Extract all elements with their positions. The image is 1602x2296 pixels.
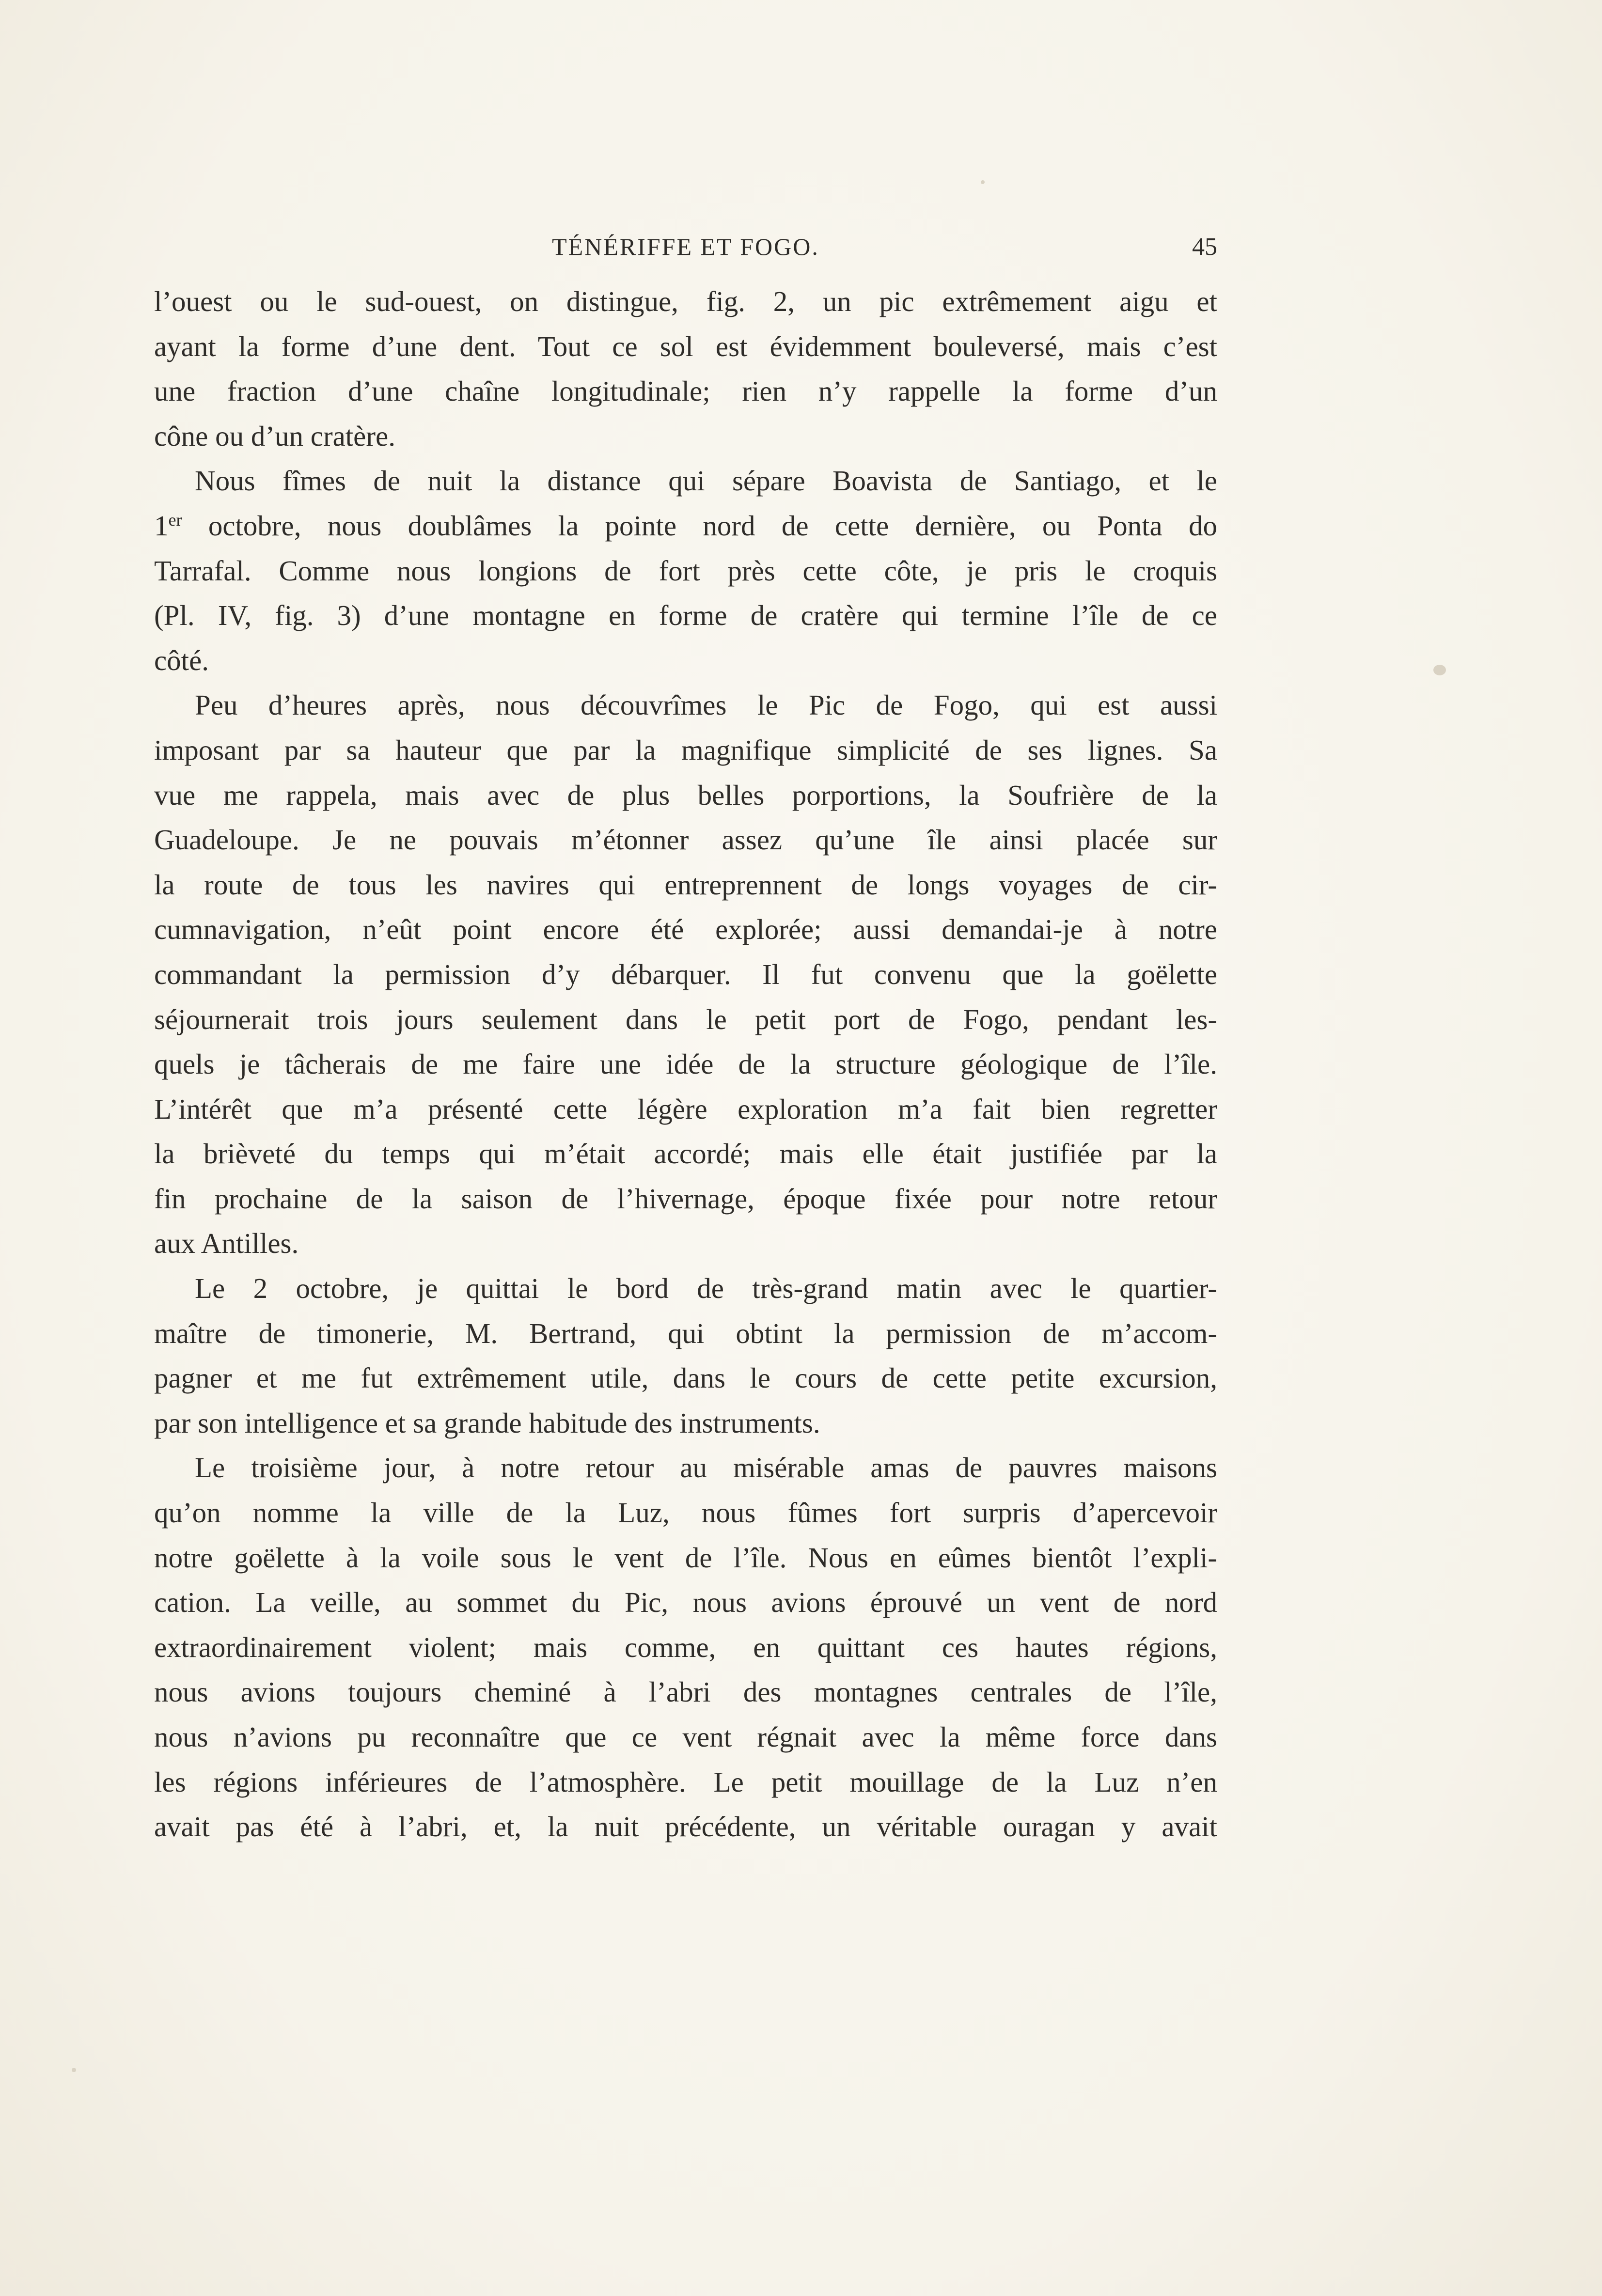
text-line: commandant la permission d’y débarquer. Il fut convenu que la goëlette [154, 958, 1217, 990]
text-line: qu’on nomme la ville de la Luz, nous fûmes fort surpris d’apercevoir [154, 1497, 1217, 1529]
text-line: séjournerait trois jours seulement dans le petit port de Fogo, pendant les- [154, 1003, 1217, 1035]
text-line: l’ouest ou le sud-ouest, on distingue, fig. 2, un pic extrêmement aigu et [154, 285, 1217, 317]
text-line: fin prochaine de la saison de l’hivernage, époque fixée pour notre retour [154, 1182, 1217, 1215]
text-line: imposant par sa hauteur que par la magnifique simplicité de ses lignes. Sa [154, 734, 1217, 766]
text-line: maître de timonerie, M. Bertrand, qui obtint la permission de m’accom- [154, 1317, 1217, 1349]
text-line: (Pl. IV, fig. 3) d’une montagne en forme de cratère qui termine l’île de ce [154, 599, 1217, 632]
text-line: les régions inférieures de l’atmosphère. Le petit mouillage de la Luz n’en [154, 1765, 1217, 1798]
text-line: extraordinairement violent; mais comme, en quittant ces hautes régions, [154, 1631, 1217, 1663]
paper-spot [72, 2068, 76, 2072]
running-title: TÉNÉRIFFE ET FOGO. [552, 233, 819, 260]
paragraph-first-line: Le 2 octobre, je quittai le bord de très-grand matin avec le quartier- [195, 1272, 1217, 1305]
ordinal-number: 1 [154, 509, 169, 542]
text-line: la brièveté du temps qui m’était accordé; mais elle était justifiée par la [154, 1138, 1217, 1170]
text-line: la route de tous les navires qui entreprennent de longs voyages de cir- [154, 868, 1217, 901]
text-line: une fraction d’une chaîne longitudinale; rien n’y rappelle la forme d’un [154, 375, 1217, 407]
text-line-with-date [154, 503, 1217, 548]
text-line: avait pas été à l’abri, et, la nuit précédente, un véritable ouragan y avait [154, 1811, 1217, 1843]
paragraph-first-line: Nous fîmes de nuit la distance qui sépare Boavista de Santiago, et le [195, 465, 1217, 497]
body-text [154, 279, 1217, 1849]
text-line: cumnavigation, n’eût point encore été explorée; aussi demandai-je à notre [154, 913, 1217, 946]
paragraph-first-line: Le troisième jour, à notre retour au misérable amas de pauvres maisons [195, 1452, 1217, 1484]
text-line: quels je tâcherais de me faire une idée de la structure géologique de l’île. [154, 1048, 1217, 1080]
ordinal-superscript: er [168, 510, 182, 530]
paper-spot [1433, 665, 1446, 675]
text-line: nous avions toujours cheminé à l’abri des montagnes centrales de l’île, [154, 1676, 1217, 1708]
text-line: ayant la forme d’une dent. Tout ce sol est évidemment bouleversé, mais c’est [154, 330, 1217, 362]
text-line: Guadeloupe. Je ne pouvais m’étonner assez qu’une île ainsi placée sur [154, 824, 1217, 856]
running-header [154, 233, 1217, 271]
text-line: notre goëlette à la voile sous le vent de l’île. Nous en eûmes bientôt l’expli- [154, 1541, 1217, 1574]
text-line: L’intérêt que m’a présenté cette légère exploration m’a fait bien regretter [154, 1093, 1217, 1125]
text-line: cône ou d’un cratère. [154, 420, 395, 452]
text-line: côté. [154, 644, 209, 676]
text-line: par son intelligence et sa grande habitude des instruments. [154, 1406, 820, 1439]
line-rest: octobre, nous doublâmes la pointe nord de cette dernière, ou Ponta do [208, 509, 1217, 542]
paragraph-first-line: Peu d’heures après, nous découvrîmes le Pic de Fogo, qui est aussi [195, 689, 1217, 721]
text-line: aux Antilles. [154, 1227, 299, 1260]
text-line: Tarrafal. Comme nous longions de fort près cette côte, je pris le croquis [154, 554, 1217, 587]
text-line: pagner et me fut extrêmement utile, dans le cours de cette petite excursion, [154, 1362, 1217, 1394]
text-line: vue me rappela, mais avec de plus belles porportions, la Soufrière de la [154, 779, 1217, 811]
text-line: nous n’avions pu reconnaître que ce vent régnait avec la même force dans [154, 1721, 1217, 1753]
paper-spot [981, 180, 985, 184]
text-line: cation. La veille, au sommet du Pic, nous avions éprouvé un vent de nord [154, 1586, 1217, 1619]
page-number: 45 [1192, 233, 1217, 261]
